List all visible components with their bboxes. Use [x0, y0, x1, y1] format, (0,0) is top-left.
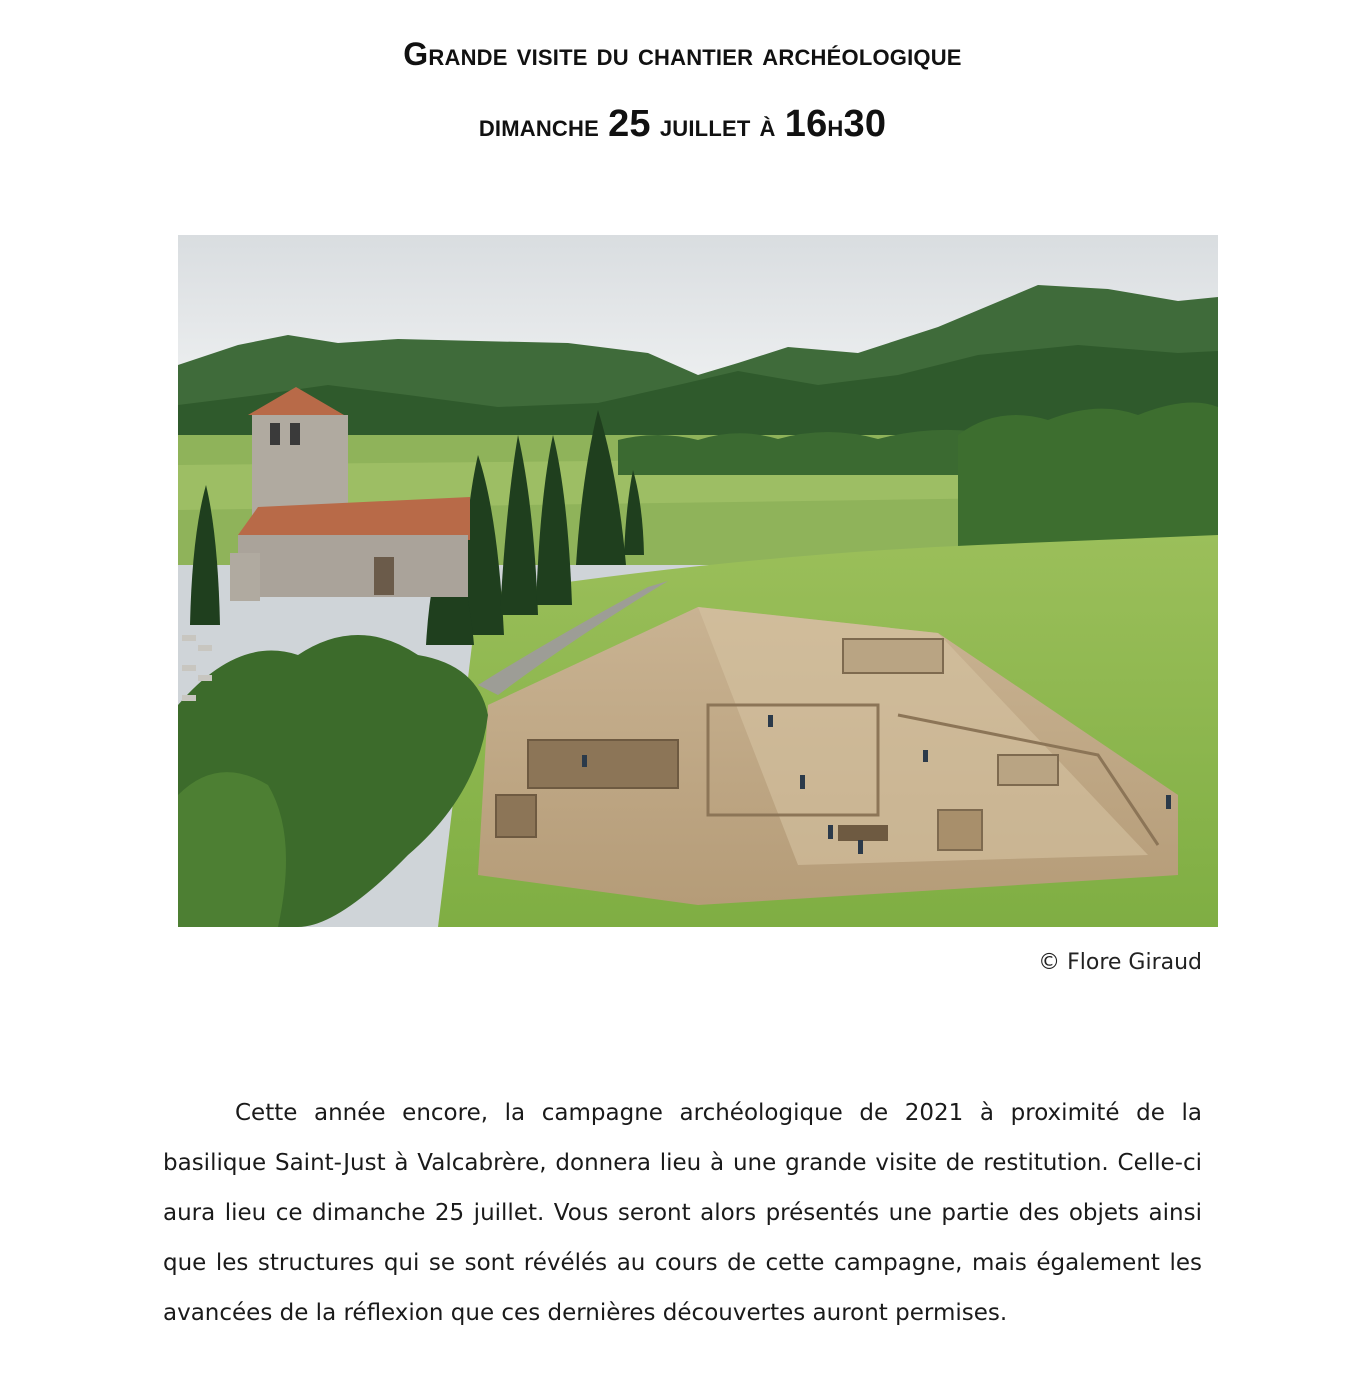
- time-hour: 16: [784, 103, 828, 145]
- date-month: juillet à: [650, 107, 785, 143]
- aerial-photo-illustration: [178, 235, 1218, 927]
- body-paragraph: Cette année encore, la campagne archéologique de 2021 à proximité de la basilique Saint-Just à Valcabrère, donnera lieu à une grande visite de restitution. Celle-ci aura lieu ce dimanche 25 juillet. Vous seront alors présentés une partie des objets ainsi que les structures qui se sont révélés au cours de cette campagne, mais également les avancées de la réflexion que ces dernières découvertes auront permises.: [163, 1100, 1202, 1326]
- event-date-title: [0, 103, 1365, 146]
- time-minutes: 30: [843, 103, 887, 145]
- date-prefix: dimanche: [478, 107, 609, 143]
- page-title: [0, 36, 1365, 73]
- aerial-photo: [178, 235, 1218, 927]
- date-day: 25: [608, 103, 651, 145]
- title-line-1: Grande visite du chantier archéologique: [403, 36, 962, 72]
- time-h: h: [827, 107, 844, 143]
- right-forest: [958, 403, 1218, 556]
- photo-credit: © Flore Giraud: [1038, 950, 1202, 975]
